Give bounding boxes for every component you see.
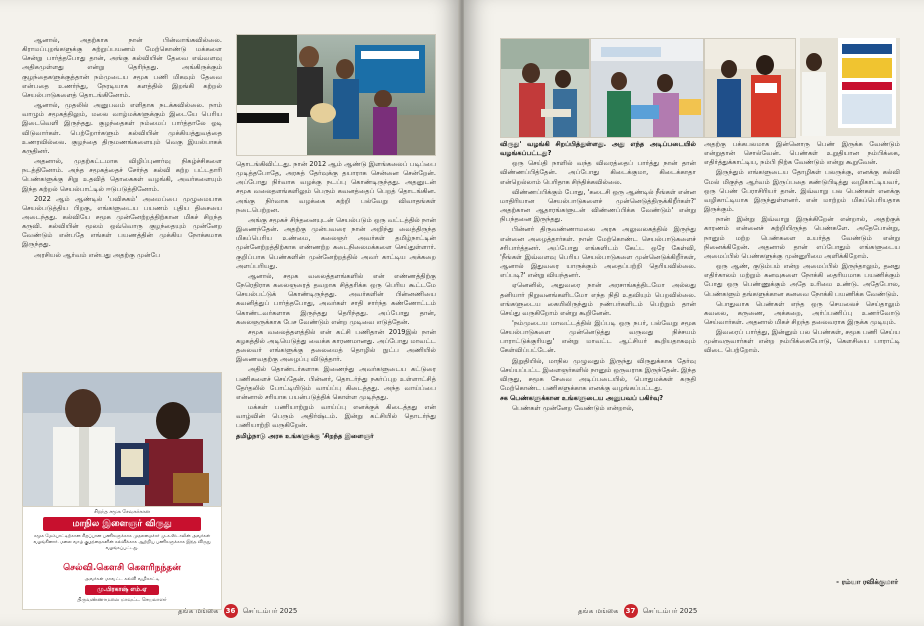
right-col1-text	[500, 140, 696, 415]
right-col2-text	[704, 140, 900, 357]
left-page-footer	[178, 604, 297, 618]
right-page	[464, 0, 924, 626]
right-page-footer	[578, 604, 697, 618]
award-tag: சிறந்த சமூக சேவகர்கான	[93, 509, 151, 515]
issue-date: செப்டம்பர் 2025	[242, 607, 298, 615]
author-credit: - ரம்யா ரவிக்குமார்	[836, 578, 898, 586]
magazine-name: தங்க மங்கை	[578, 607, 619, 615]
photo-food-distribution	[236, 34, 436, 156]
photo-foundation-event-image	[800, 38, 900, 136]
paragraph: அரசியல் ஆர்வம் என்பது அதற்கு முன்பே	[34, 250, 161, 259]
paragraph: ஆனால், அதற்காக நான் பின்வாங்கவில்லை. கிராமப்புறங்களுக்கு சுற்றுப்பயணம் மேற்கொண்டு மக்களை சென்று பார்த்தபோது தான், அங்கு கல்வியின் தேவை எவ்வளவு அதிகமுள்ளது என்று தெரிந்தது. அங்கிருக்கும் குழந்தைகளுக்குத்தான் நம்முடைய சமூக பணி மிகவும் தேவை என்பதை உணர்ந்து, நேரடியாக களத்தில் இறங்கி கற்றல் செயல்பாடுகளைத் தொடங்கினோம்.	[22, 36, 222, 99]
paragraph: நான் இன்று இவ்வாறு இருக்கிறேன் என்றால், அதற்குக் காரணம் என்னைச் சுற்றியிருந்த பெண்களே. அதேபோன்று, நானும் மற்ற பெண்களை உயர்த்த வேண்டும் என்று நினைக்கிறேன். அதனால் தான் எப்போதும் எங்களுடைய அமைப்பில் பெண்களுக்கு முன்னுரிமை அளிக்கிறோம்.	[704, 215, 900, 260]
photo-medical-camp	[500, 38, 590, 138]
photo-kits-distribution	[590, 38, 704, 138]
award-recipient-subtitle: அவர்கள் மாவட்ட கல்வி வழிகாட்டி	[84, 577, 160, 582]
photo-food-distribution-image	[237, 35, 435, 155]
paragraph: 2022 ஆம் ஆண்டில் 'பவிசுகம்' அமைப்பை முழுமையாக செயல்படுத்திய பிறகு, எங்களுடைய பயணம் புதிய திசையை அடைந்தது. கல்வியே சமூக முன்னேற்றத்திற்கான மிகச் சிறந்த கருவி. கல்வியின் மூலம் ஒவ்வொரு குழந்தையும் முன்னேற வேண்டும் என்பதே எங்கள் பயணத்தின் முக்கிய நோக்கமாக இருந்தது.	[22, 194, 222, 249]
paragraph: பெண்கள் முன்னேற வேண்டும் என்றால்,	[512, 404, 634, 413]
paragraph: மக்கள் பணியாற்றும் வாய்ப்பு எனக்குக் கிடைத்தது என் வாழ்வின் பெரும் அதிர்ஷ்டம். இன்று கட்சியில் தொடர்ந்து பணியாற்றி வருகிறேன்.	[236, 403, 436, 430]
left-col1-text	[22, 36, 222, 261]
paragraph: சமூக வலைத்தளத்தில் என் கட்சி பணிதான் 2019இல் நான் கழகத்தில் அடியெடுத்து வைக்க காரணமானது. அப்போது மாவட்ட தலைவர் எங்களுக்கு தலைமைத் தொழில் நுட்ப அணியில் இணைவதற்கு அழைப்பு விடுத்தார்.	[236, 327, 436, 364]
photo-foundation-event	[800, 38, 900, 136]
paragraph: 'நம்முடைய மாவட்டத்தில் இப்படி ஒரு நபர், பல்வேறு சமூக செயல்பாடுகளை முன்னெடுத்து வருவது நிச்சயம் பாராட்டுக்குரியது' என்று மாவட்ட ஆட்சியர் கூறியதாகவும் கேள்விப்பட்டேன்.	[500, 318, 696, 355]
award-title: மாநில இளைஞர் விருது	[43, 517, 201, 531]
question-heading: சக பெண்களுக்கான உங்களுடைய அனுபவப் பகிர்வு?	[500, 394, 664, 403]
photo-award-ceremony-image	[23, 373, 221, 507]
award-card	[22, 506, 222, 610]
paragraph: ஒரு செய்தி நாளில் வந்த விவரத்தைப் பார்த்து நான் தான் விண்ணப்பித்தேன். அப்போது கிடைக்குமா, கிடைக்காதா என்றெல்லாம் பெரிதாக சிந்திக்கவில்லை.	[500, 159, 696, 186]
left-col2-text	[236, 160, 436, 442]
paragraph: இவரைப் பார்த்து, இன்னும் பல பெண்கள், சமூக பணி செய்ய முன்வருவார்கள் என்ற நம்பிக்கையோடு, கௌசியை பாராட்டி விடை பெற்றோம்.	[704, 328, 900, 355]
paragraph: அங்கு சமூகச் சிந்தனையுடன் செயல்படும் ஒரு வட்டத்தில் நான் இணைந்தேன். அதற்கு முன்பவரை நான் அறிந்து வைத்திருந்த மிகப்பெரிய உண்மை, கலைஞர் அவர்கள் தமிழ்நாட்டின் முன்னேற்றத்திற்காக எண்ணற்ற கடைநிலைமக்களை செய்துள்ளார். குறிப்பாக பெண்களின் முன்னேற்றத்தில் அவர் காட்டிய அக்கறை அளப்பரியது.	[236, 215, 436, 270]
paragraph: ஒரு ஆண், குடும்பம் என்ற அமைப்பில் இருந்தாலும், தனது எதிர்காலம் மற்றும் கனவுகளை நோக்கி தைரியமாக பயணிக்கும் போது ஒரு பெண்ணுக்கும் அதே உரிமை உண்டு. அதேபோல, பெண்களும் தங்களுக்கான கனவை நோக்கி பயணிக்க வேண்டும்.	[704, 262, 900, 298]
award-recipient-name: செல்வி.கௌசி கெளரிநந்தன்	[63, 563, 181, 573]
paragraph: அதற்கு பக்கபலமாக இன்னொரு பெண் இருக்க வேண்டும் என்றுதான் சொல்வேன். பெண்கள் உறுதியான நம்பிக்கை, எதிர்த்துக்காட்டிய, நம்பி நிற்க வேண்டும் என்று கூறுவேன்.	[704, 140, 900, 167]
photo-kits-distribution-image	[591, 39, 703, 137]
paragraph: ஆனால், சமூக வலைத்தளங்களில் என் எண்ணத்திற்கு நேரெதிராக கலைஞரைத் தவறாக சித்தரிக்க ஒரு பெரிய கூட்டமே செயல்பட்டுக் கொண்டிருந்தது. அவர்களின் பின்னணியை கவனித்துப் பார்த்தபோது, அவர்கள் சாதி சார்ந்த கண்ணோட்டம் கொண்டவர்களாக இருந்தது தெரிந்தது. அப்போது தான், கலைஞருக்காக பேச வேண்டும் என்ற முடிவை எடுத்தேன்.	[236, 271, 436, 326]
photo-award-ceremony	[22, 372, 222, 508]
question-heading: தமிழ்நாடு அரசு உங்களுக்கு 'சிறந்த இளைஞர்	[236, 431, 374, 440]
award-badge: மு.பிரகாஷ் எம்.ஏ	[85, 585, 159, 595]
page-number: 36	[224, 604, 238, 618]
photo-group-event-image	[705, 39, 795, 137]
magazine-name: தங்க மங்கை	[178, 607, 219, 615]
award-badge-subtitle: திருவண்ணாமலை மாவட்ட செயலாளர்	[77, 597, 167, 603]
paragraph: அதில் தொண்டர்களாக இணைந்து அவர்களுடைய கட்டுரை பணிகளைச் செய்தேன். பின்னர், தொடர்ந்து நகர்ப்புற உள்ளாட்சித் தேர்தலில் போட்டியிடும் வாய்ப்பு கிடைத்தது. அந்த வாய்ப்பை என்னால் சரியாக பயன்படுத்திக் கொள்ள முடிந்தது.	[236, 365, 436, 401]
award-description: சமூக மேம்பாட்டிற்கான சிறப்பான பணிகளுக்காக முதலமைச்சர் மு.க.ஸ்டாலின் அவர்கள் வழங்கினார். மலை வாழ் குழந்தைகளின் கல்விக்காக ஆற்றிய பணிகளுக்காக இந்த விருது வழங்கப்பட்டது.	[33, 534, 211, 551]
paragraph: தொடங்கிவிட்டது. நான் 2012 ஆம் ஆண்டு இளங்கலைப் படிப்பை முடித்தபோதே, அரசுத் தேர்வுக்கு தயாராக சென்னை சென்றேன். அப்போது நிர்வாக வழக்கு நடப்பு கொண்டிருந்தது. அதனுடன் சமூக வலைதளங்களிலும் பெரும் கவனத்தைப் பெறத் தொடங்கின. அங்கு நிர்வாக வழக்கை கற்றி பல்வேறு விவாதங்கள் நடைபெற்றன.	[236, 160, 436, 214]
paragraph: இறுதியில், மாநில முழுவதும் இருந்து விருதுக்காக தேர்வு செய்யப்பட்ட இளைஞர்களில் நானும் ஒருவராக இருந்தேன். இந்த விருது, சமூக சேவை அடிப்படையில், பொதுமக்கள் கருதி மேற்கொண்ட பணிகளுக்காக எனக்கு வழங்கப்பட்டது.	[500, 356, 696, 393]
left-page	[0, 0, 460, 626]
paragraph: அதனால், முதற்கட்டமாக விழிப்புணர்வு நிகழ்ச்சிகளை நடத்தினோம். அந்த சமூகத்தைச் சேர்ந்த கல்வி கற்ற பட்டதாரி பெண்களுக்கு சிறு உதவித் தொகைகள் வழங்கி, அவர்களையும் இந்த கற்றல் செயல்பாட்டில் ஈடுபடுத்தினோம்.	[22, 157, 222, 193]
photo-medical-camp-image	[501, 39, 589, 137]
paragraph: ஆனால், முதலில் அனுபவம் எளிதாக நடக்கவில்லை. நாம் வாழும் சமூகத்திலும், மலை வாழ்மக்களுக்கும் இடையே பெரிய இடைவெளி இருந்தது. குழந்தைகள் நம்மைப் பார்த்தாலே ஓடி விடுவார்கள். பெற்றோர்களும் கல்வியின் முக்கியத்துவத்தை உணரவில்லை. குழந்தை திருமணங்களையும் வெகு இயல்பாகக் கருதினர்.	[22, 101, 222, 155]
paragraph: விண்ணப்பிக்கும் போது, 'கடைசி ஒரு ஆண்டில் நீங்கள் என்ன மாதிரியான செயல்பாடுகளைச் முன்னெடுத்திருக்கிறீர்கள்?' அதற்கான ஆதாரங்களுடன் விண்ணப்பிக்க வேண்டும்' என்று நிபந்தனை இருந்தது.	[500, 187, 696, 224]
question-heading: விருது' வழங்கி சிறப்பித்துள்ளது. அது எந்த அடிப்படையில் வழங்கப்பட்டது?	[500, 140, 696, 158]
paragraph: பின்னர் திருவண்ணாமலை அரசு அலுவலகத்தில் இருந்து என்னை அழைத்தார்கள். நான் மேற்கொண்ட செயல்பாடுகளைச் சரிபார்த்தனர். அப்போது எங்களிடம் கேட்ட ஒரே கேள்வி, 'நீங்கள் இவ்வளவு பெரிய செயல்பாடுகளை முன்னெடுக்கிறீர்கள், ஆனால் இதுவரை யாருக்கும் அதைப்பற்றி தெரியவில்லை. எப்படி?' என்று வியந்தனர்.	[500, 225, 696, 280]
page-number: 37	[624, 604, 638, 618]
issue-date: செப்டம்பர் 2025	[642, 607, 698, 615]
paragraph: பொதுவாக பெண்கள் எந்த ஒரு செயலைச் செய்தாலும் கவலை, கருணை, அக்கறை, அர்ப்பணிப்பு உணர்வோடு செய்வார்கள். அதனால் மிகச் சிறந்த தலைவராக இருக்க முடியும்.	[704, 299, 900, 326]
paragraph: இருந்தும் எங்களுடைய தோழிகள் பலருக்கு, எனக்கு கல்வி மேல் மிகுந்த ஆர்வம் இருப்பதை கண்டுபிடித்து வழிகாட்டியவர், ஒரு பெண் பேராசிரியர் தான். இவ்வாறு பல பெண்கள் எனக்கு வழிகாட்டியாக இருந்துள்ளனர். என் மாற்றம் மிகப்பெரியதாக இருக்கும்.	[704, 168, 900, 214]
paragraph: ஏனெனில், அதுவரை நான் அரசாங்கத்திடமோ அல்லது தனியார் நிறுவனங்களிடமோ எந்த நிதி உதவியும் பெறவில்லை. எங்களுடைய கையிலிருந்தும் நண்பர்களிடம் பெற்றும் தான் செய்து வருகிறோம் என்று கூறினேன்.	[500, 281, 696, 317]
photo-group-event	[704, 38, 796, 138]
